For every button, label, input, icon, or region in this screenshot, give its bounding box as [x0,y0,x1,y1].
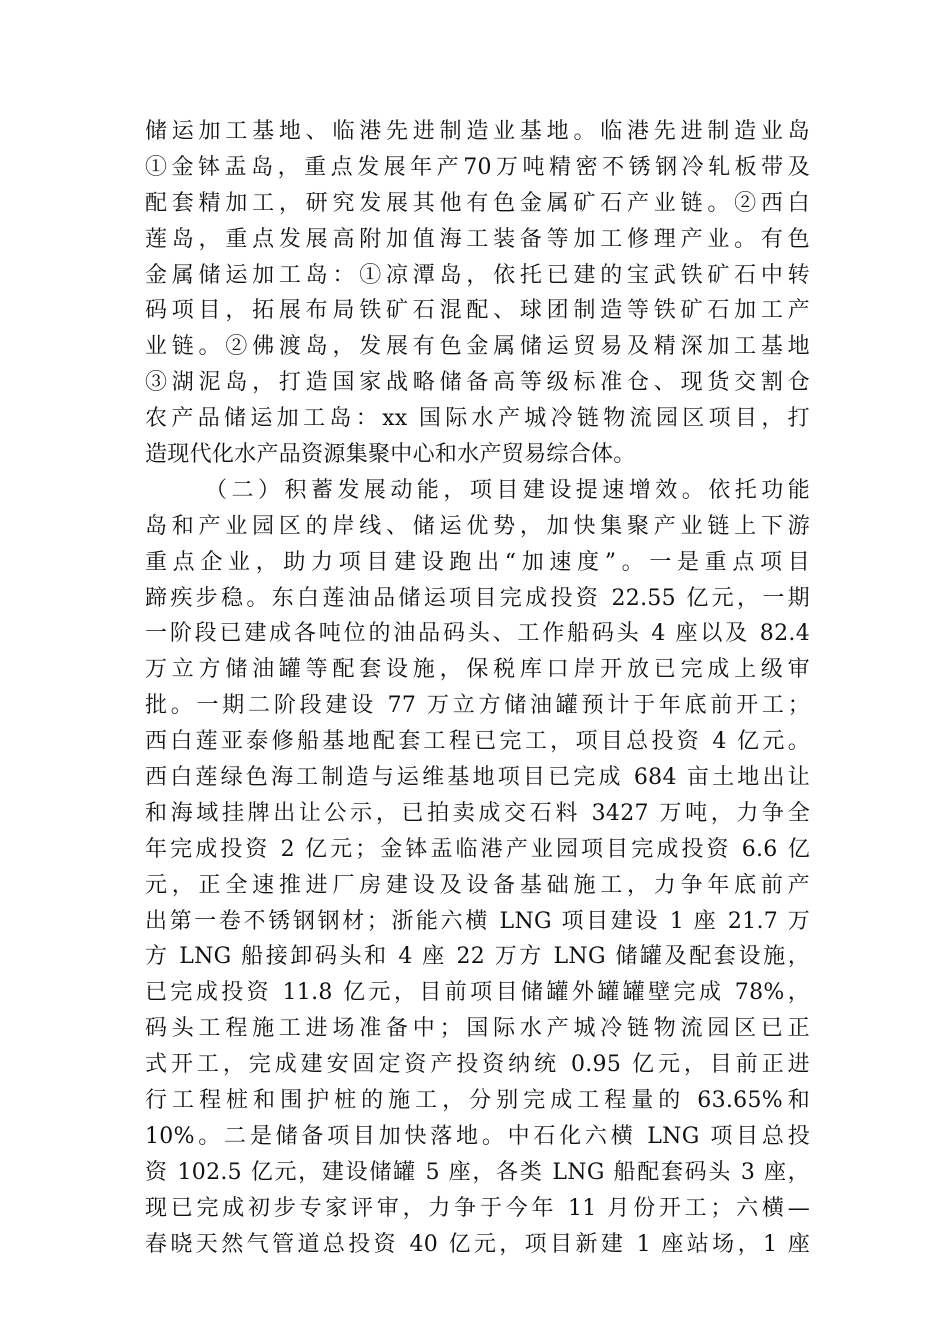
section-heading-line: （二）积蓄发展动能，项目建设提速增效。依托功能 [205,477,810,503]
text-line: 莲岛，重点发展高附加值海工装备等加工修理产业。有色 [145,226,810,252]
text-line: 储运加工基地、临港先进制造业基地。临港先进制造业岛 [145,119,810,144]
text-line: 元，正全速推进厂房建设及设备基础施工，力争年底前产 [145,872,810,898]
text-line: 金属储运加工岛：①凉潭岛，依托已建的宝武铁矿石中转 [145,262,810,288]
paragraph-last-line: 造现代化水产品资源集聚中心和水产贸易综合体。 [145,442,636,468]
text-line: 出第一卷不锈钢钢材；浙能六横 LNG 项目建设 1 座 21.7 万 [145,908,810,934]
text-line: 10%。二是储备项目加快落地。中石化六横 LNG 项目总投 [145,1123,810,1149]
text-line: ①金钵盂岛，重点发展年产70万吨精密不锈钢冷轧板带及 [145,154,810,180]
text-line: 春晓天然气管道总投资 40 亿元，项目新建 1 座站场，1 座 [145,1231,810,1257]
text-line: 码项目，拓展布局铁矿石混配、球团制造等铁矿石加工产 [145,298,810,324]
text-line: 和海域挂牌出让公示，已拍卖成交石料 3427 万吨，力争全 [145,800,810,826]
text-line: 式开工，完成建安固定资产投资纳统 0.95 亿元，目前正进 [145,1052,810,1078]
text-line: 重点企业，助力项目建设跑出“加速度”。一是重点项目 [145,549,810,575]
text-line: 现已完成初步专家评审，力争于今年 11 月份开工；六横— [145,1195,810,1221]
text-line: ③湖泥岛，打造国家战略储备高等级标准仓、现货交割仓 [145,370,810,396]
text-line: 万立方储油罐等配套设施，保税库口岸开放已完成上级审 [145,657,810,683]
text-line: 配套精加工，研究发展其他有色金属矿石产业链。②西白 [145,190,810,216]
text-line: 行工程桩和围护桩的施工，分别完成工程量的 63.65%和 [145,1088,810,1114]
text-line: 方 LNG 船接卸码头和 4 座 22 万方 LNG 储罐及配套设施， [145,944,810,970]
text-line: 西白莲亚泰修船基地配套工程已完工，项目总投资 4 亿元。 [145,729,810,755]
text-line: 农产品储运加工岛：xx 国际水产城冷链物流园区项目，打 [145,406,810,432]
body-text [145,114,810,1263]
text-line: 年完成投资 2 亿元；金钵盂临港产业园项目完成投资 6.6 亿 [145,836,810,862]
text-line: 蹄疾步稳。东白莲油品储运项目完成投资 22.55 亿元，一期 [145,585,810,611]
text-line: 资 102.5 亿元，建设储罐 5 座，各类 LNG 船配套码头 3 座， [145,1159,810,1185]
text-line: 岛和产业园区的岸线、储运优势，加快集聚产业链上下游 [145,513,810,539]
text-line: 批。一期二阶段建设 77 万立方储油罐预计于年底前开工； [145,693,810,719]
text-line: 一阶段已建成各吨位的油品码头、工作船码头 4 座以及 82.4 [145,621,810,647]
text-line: 业链。②佛渡岛，发展有色金属储运贸易及精深加工基地 [145,334,810,360]
text-line: 已完成投资 11.8 亿元，目前项目储罐外罐罐壁完成 78%， [145,980,810,1006]
text-line: 西白莲绿色海工制造与运维基地项目已完成 684 亩土地出让 [145,765,810,791]
text-line: 码头工程施工进场准备中；国际水产城冷链物流园区已正 [145,1016,810,1042]
